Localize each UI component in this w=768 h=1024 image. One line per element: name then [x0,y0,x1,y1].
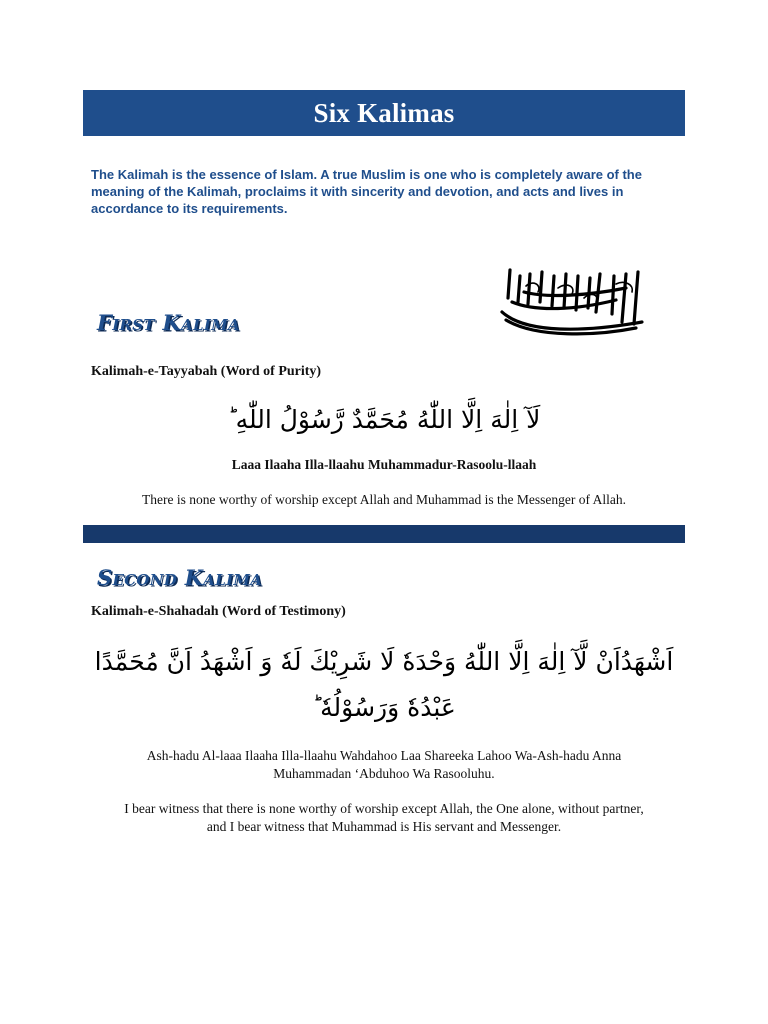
first-kalima-heading: First Kalima [97,310,240,335]
second-kalima-translation-line-1: I bear witness that there is none worthy of worship except Allah, the One alone, without partner, [124,801,644,816]
second-kalima-translation-line-2: and I bear witness that Muhammad is His servant and Messenger. [206,819,562,834]
second-kalima-heading: Second Kalima [97,565,263,590]
title-banner [83,90,685,136]
section-divider [83,525,685,543]
first-kalima-name: Kalimah-e-Tayyabah (Word of Purity) [91,364,322,379]
second-kalima-arabic-line-2: عَبْدُهٗ وَرَسُوْلُهٗ ؕ [312,693,456,722]
first-kalima-transliteration: Laaa Ilaaha Illa-llaahu Muhammadur-Rasoolu-llaah [231,457,537,472]
first-kalima-arabic: لَآ اِلٰهَ اِلَّا اللّٰهُ مُحَمَّدٌ رَّسُوْلُ اللّٰهِ ؕ [227,405,541,434]
intro-paragraph: The Kalimah is the essence of Islam. A true Muslim is one who is completely aware of the meaning of the Kalimah, proclaims it with sincerity and devotion, and acts and lives in accordance to its requirements. [91,167,642,216]
second-kalima-name: Kalimah-e-Shahadah (Word of Testimony) [91,604,346,619]
kalima-calligraphy-image [466,262,666,338]
page-title: Six Kalimas [313,97,455,128]
second-kalima-arabic-line-1: اَشْهَدُاَنْ لَّآ اِلٰهَ اِلَّا اللّٰهُ وَحْدَهٗ لَا شَرِيْكَ لَهٗ وَ اَشْهَدُ اَنَّ مُحَمَّدًا [94,647,674,676]
first-kalima-translation: There is none worthy of worship except Allah and Muhammad is the Messenger of Allah. [141,492,627,507]
second-kalima-transliteration-line-2: Muhammadan ‘Abduhoo Wa Rasooluhu. [273,766,495,781]
calligraphy-graphic [466,262,666,338]
second-kalima-transliteration-line-1: Ash-hadu Al-laaa Ilaaha Illa-llaahu Wahdahoo Laa Shareeka Lahoo Wa-Ash-hadu Anna [146,748,622,763]
